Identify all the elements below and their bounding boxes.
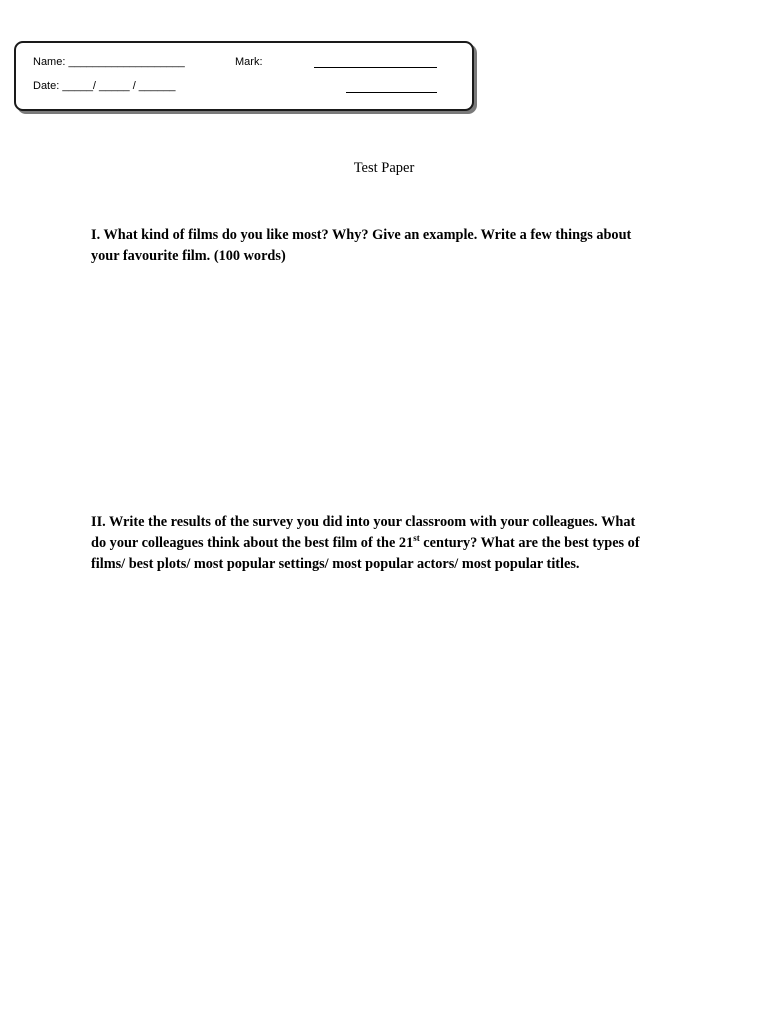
page-title: Test Paper [353,160,415,176]
question-1-line-2: your favourite film. (100 words) [91,248,286,264]
mark-label: Mark: [235,56,263,68]
date-field[interactable]: Date: _____/ _____ / ______ [33,80,176,92]
question-2 [91,512,681,575]
question-2-line-1: II. Write the results of the survey you did into your classroom with your colleagues. What [91,514,636,530]
question-2-line-2-end: century? What are the best types of [419,535,640,551]
mark-line-top[interactable] [314,67,437,68]
student-info-box [14,41,474,111]
name-field[interactable]: Name: ___________________ [33,56,185,68]
question-2-line-3: films/ best plots/ most popular settings/ most popular actors/ most popular titles. [91,556,580,572]
question-2-line-2-start: do your colleagues think about the best film of the 21 [91,535,414,551]
question-1-line-1: I. What kind of films do you like most? Why? Give an example. Write a few things about [91,227,632,243]
question-2-line-2 [91,533,681,554]
mark-line-bottom[interactable] [346,92,437,93]
ordinal-suffix: st [413,533,420,543]
question-1 [91,225,681,267]
